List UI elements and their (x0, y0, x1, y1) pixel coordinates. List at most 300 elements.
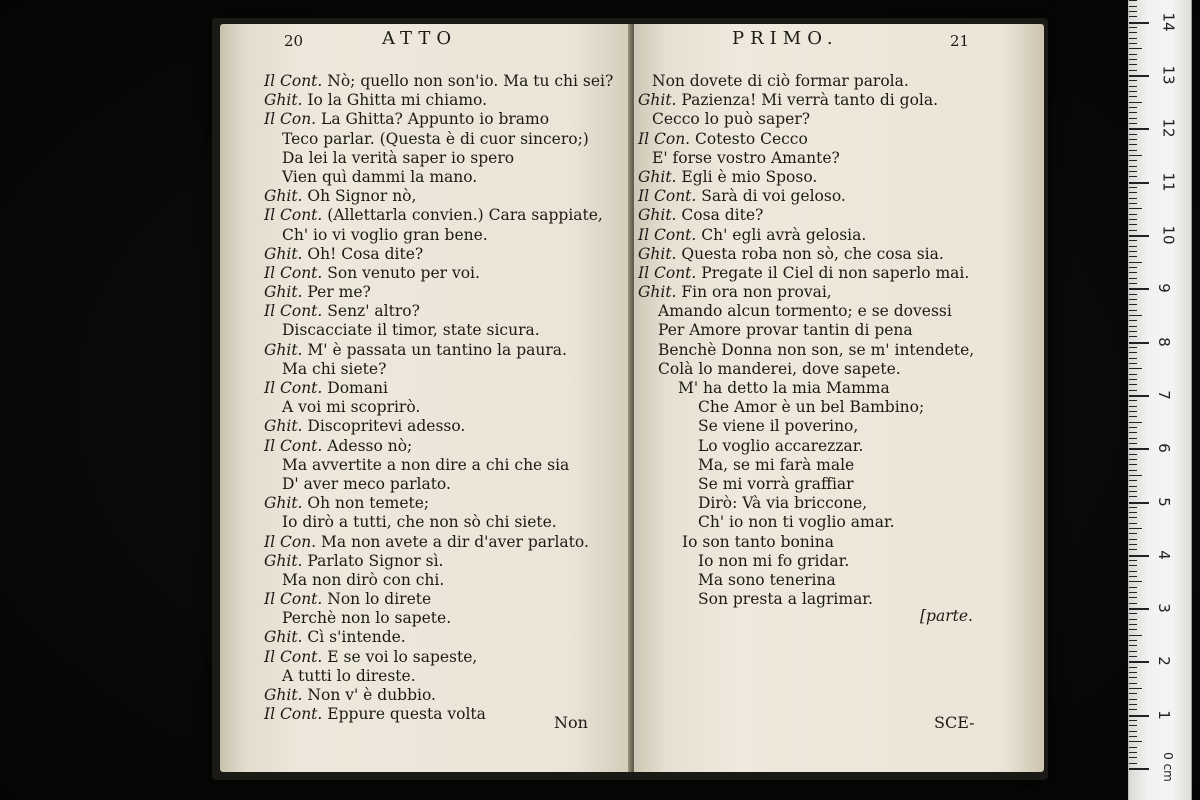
ruler-tick (1129, 70, 1137, 71)
line-text: Io dirò a tutti, che non sò chi siete. (282, 513, 557, 532)
ruler-tick (1129, 374, 1137, 375)
line-text: M' ha detto la mia Mamma (678, 379, 890, 397)
ruler-tick (1129, 230, 1137, 231)
ruler-tick (1129, 571, 1137, 572)
line-text: A voi mi scoprirò. (282, 398, 421, 417)
speaker-name: Il Cont. (264, 590, 323, 609)
ruler-tick (1129, 320, 1137, 321)
speaker-name: Ghit. (264, 628, 303, 647)
text-line (264, 667, 613, 686)
text-line (638, 91, 974, 110)
ruler-tick (1129, 166, 1137, 167)
ruler-tick (1129, 251, 1137, 252)
text-line (638, 571, 974, 590)
ruler-tick (1129, 736, 1137, 737)
ruler-tick (1129, 240, 1137, 241)
ruler-tick (1129, 619, 1137, 620)
text-line (638, 283, 974, 302)
ruler-tick (1129, 757, 1137, 758)
line-text: Eppure questa volta (327, 705, 486, 724)
ruler-tick (1129, 592, 1137, 593)
ruler-tick (1129, 406, 1137, 407)
text-line (638, 341, 974, 360)
text-line (264, 110, 613, 129)
text-line (264, 533, 613, 552)
ruler-tick (1129, 688, 1142, 689)
ruler-tick (1129, 235, 1149, 237)
ruler-tick (1129, 699, 1137, 700)
ruler-tick (1129, 640, 1137, 641)
ruler-tick (1129, 597, 1137, 598)
right-catchword: SCE- (934, 713, 975, 732)
line-text: Vien quì dammi la mano. (282, 167, 478, 186)
ruler-tick (1129, 144, 1137, 145)
ruler-number: 7 (1154, 390, 1173, 400)
ruler-number: 2 (1154, 656, 1173, 667)
line-text: Che Amor è un bel Bambino; (698, 398, 925, 417)
text-line (264, 321, 613, 340)
ruler-tick (1129, 107, 1137, 108)
ruler-tick (1129, 27, 1137, 28)
text-line (638, 302, 974, 321)
ruler-tick (1129, 75, 1149, 77)
ruler-tick (1129, 635, 1142, 636)
ruler-tick (1129, 432, 1137, 433)
line-text: Senz' altro? (327, 302, 420, 321)
ruler-tick (1129, 725, 1137, 726)
ruler-tick (1129, 64, 1137, 65)
speaker-name: Ghit. (638, 244, 677, 263)
ruler-tick (1129, 416, 1137, 417)
text-line (264, 628, 613, 647)
text-line (264, 187, 613, 206)
ruler-tick (1129, 352, 1137, 353)
speaker-name: Ghit. (638, 167, 677, 186)
line-text: Discacciate il timor, state sicura. (282, 321, 540, 340)
line-text: Io la Ghitta mi chiamo. (307, 91, 488, 110)
speaker-name: Il Cont. (264, 72, 323, 90)
line-text: Non v' è dubbio. (307, 686, 436, 704)
ruler-tick (1129, 246, 1137, 247)
ruler-tick (1129, 533, 1137, 534)
ruler-tick (1129, 288, 1149, 290)
line-text: Colà lo manderei, dove sapete. (658, 359, 901, 378)
line-text: Pazienza! Mi verrà tanto di gola. (681, 91, 939, 110)
ruler-tick (1129, 326, 1137, 327)
ruler-tick (1129, 763, 1137, 764)
ruler-tick (1129, 112, 1137, 113)
ruler-tick (1129, 299, 1137, 300)
ruler-number: 3 (1154, 603, 1173, 613)
ruler-number: 1 (1154, 709, 1173, 720)
text-line (638, 360, 974, 379)
ruler-tick (1129, 715, 1149, 717)
line-text: Ma chi siete? (282, 359, 387, 378)
ruler-tick (1129, 43, 1137, 44)
ruler-tick (1129, 667, 1137, 668)
text-line (638, 398, 974, 417)
line-text: Perchè non lo sapete. (282, 609, 452, 628)
text-line (264, 302, 613, 321)
ruler-tick (1129, 48, 1142, 49)
line-text: Da lei la verità saper io spero (282, 148, 515, 167)
line-text: Io non mi fo gridar. (698, 551, 850, 570)
line-text: Son venuto per voi. (327, 263, 480, 282)
ruler-tick (1129, 86, 1137, 87)
text-line (638, 226, 974, 245)
line-text: Pregate il Ciel di non saperlo mai. (701, 263, 970, 282)
line-text: Per me? (307, 283, 371, 302)
ruler-tick (1129, 214, 1137, 215)
text-line (264, 571, 613, 590)
ruler-tick (1129, 475, 1142, 476)
ruler-tick (1129, 720, 1137, 721)
ruler-tick (1129, 155, 1142, 156)
line-text: Se mi vorrà graffiar (698, 474, 854, 493)
ruler-tick (1129, 427, 1137, 428)
ruler-tick (1129, 176, 1137, 177)
ruler-tick (1129, 368, 1142, 369)
text-line (264, 264, 613, 283)
line-text: Teco parlar. (Questa è di cuor sincero;) (282, 129, 589, 148)
ruler-tick (1129, 651, 1137, 652)
left-running-head: ATTO (382, 28, 458, 49)
ruler-number: 14 (1159, 12, 1178, 32)
ruler-tick (1129, 96, 1137, 97)
text-line (264, 437, 613, 456)
speaker-name: Il Cont. (264, 379, 323, 397)
ruler-tick (1129, 192, 1137, 193)
line-text: Questa roba non sò, che cosa sia. (681, 244, 944, 263)
ruler-tick (1129, 581, 1142, 582)
left-page (220, 24, 632, 772)
ruler-tick (1129, 747, 1137, 748)
speaker-name: Il Con. (264, 110, 317, 129)
line-text: Ch' io non ti voglio amar. (698, 513, 895, 532)
line-text: Ma non avete a dir d'aver parlato. (321, 532, 589, 551)
text-line (638, 149, 974, 168)
speaker-name: Il Cont. (638, 187, 697, 206)
line-text: E' forse vostro Amante? (652, 148, 840, 167)
speaker-name: Ghit. (264, 551, 303, 570)
text-line (264, 130, 613, 149)
line-text: Egli è mio Sposo. (681, 167, 818, 186)
speaker-name: Il Cont. (264, 705, 323, 724)
line-text: Ch' egli avrà gelosia. (701, 225, 867, 244)
ruler-tick (1129, 358, 1137, 359)
ruler-tick (1129, 528, 1142, 529)
line-text: Ma, se mi farà male (698, 455, 855, 474)
right-page-text (638, 72, 974, 648)
ruler-tick (1129, 203, 1137, 204)
line-text: Sarà di voi geloso. (701, 187, 846, 206)
text-line (264, 341, 613, 360)
ruler-tick (1129, 363, 1137, 364)
left-page-number: 20 (284, 32, 304, 50)
ruler-tick (1129, 6, 1137, 7)
ruler-tick (1129, 379, 1137, 380)
text-line (264, 72, 613, 91)
speaker-name: Ghit. (264, 91, 303, 110)
speaker-name: Il Cont. (264, 263, 323, 282)
text-line (264, 245, 613, 264)
right-running-head: PRIMO. (732, 28, 839, 49)
line-text: Ch' io vi voglio gran bene. (282, 225, 488, 244)
ruler-number: 9 (1154, 283, 1173, 294)
ruler-tick (1129, 315, 1142, 316)
ruler-tick (1129, 224, 1137, 225)
ruler-tick (1129, 491, 1137, 492)
ruler-tick (1129, 336, 1137, 337)
right-page (634, 24, 1044, 772)
line-text: Ma sono tenerina (698, 570, 836, 589)
ruler-tick (1129, 507, 1137, 508)
ruler-tick (1129, 656, 1137, 657)
ruler-tick (1129, 310, 1137, 311)
line-text: Domani (327, 379, 388, 397)
ruler-tick (1129, 118, 1137, 119)
ruler-tick (1129, 342, 1149, 344)
text-line (264, 168, 613, 187)
text-line (638, 245, 974, 264)
speaker-name: Ghit. (264, 283, 303, 302)
text-line (638, 206, 974, 225)
ruler-tick (1129, 645, 1137, 646)
ruler-tick (1129, 560, 1137, 561)
ruler-tick (1129, 304, 1137, 305)
line-text: La Ghitta? Appunto io bramo (321, 110, 550, 129)
line-text: Son presta a lagrimar. (698, 590, 873, 609)
text-line (638, 72, 974, 91)
ruler-tick (1129, 752, 1137, 753)
text-line (638, 437, 974, 456)
ruler-tick (1129, 171, 1137, 172)
ruler-number: 11 (1159, 172, 1178, 192)
ruler-tick (1129, 587, 1137, 588)
text-line (264, 206, 613, 225)
speaker-name: Ghit. (264, 244, 303, 263)
ruler-tick (1129, 128, 1149, 130)
ruler-tick (1129, 603, 1137, 604)
ruler-tick (1129, 502, 1149, 504)
ruler-tick (1129, 454, 1137, 455)
ruler-number: 12 (1159, 118, 1178, 138)
text-line (264, 590, 613, 609)
ruler-tick (1129, 731, 1137, 732)
text-line (638, 533, 974, 552)
ruler-tick (1129, 198, 1137, 199)
ruler-tick (1129, 272, 1137, 273)
ruler-tick (1129, 262, 1142, 263)
line-text: Oh! Cosa dite? (307, 244, 424, 263)
ruler-number: 5 (1154, 496, 1173, 507)
ruler-tick (1129, 331, 1137, 332)
text-line (264, 360, 613, 379)
line-text: Adesso nò; (327, 436, 413, 455)
ruler-tick (1129, 400, 1137, 401)
ruler-tick (1129, 523, 1137, 524)
ruler-tick (1129, 624, 1137, 625)
ruler-tick (1129, 54, 1137, 55)
left-catchword: Non (554, 713, 588, 732)
line-text: Discopritevi adesso. (307, 417, 466, 436)
ruler-tick (1129, 629, 1137, 630)
ruler-tick (1129, 16, 1137, 17)
ruler-tick (1129, 347, 1137, 348)
text-line (264, 609, 613, 628)
ruler-tick (1129, 38, 1137, 39)
ruler-tick (1129, 22, 1149, 24)
text-line (638, 379, 974, 398)
stage-direction: [parte. (920, 607, 973, 625)
ruler-tick (1129, 208, 1142, 209)
text-line (638, 168, 974, 187)
ruler-tick (1129, 384, 1137, 385)
text-line (264, 552, 613, 571)
speaker-name: Il Cont. (264, 647, 323, 666)
ruler-tick (1129, 470, 1137, 471)
ruler-tick (1129, 496, 1137, 497)
line-text: Non lo direte (327, 590, 432, 609)
speaker-name: Il Con. (638, 129, 691, 148)
left-page-text (264, 72, 613, 724)
text-line (264, 226, 613, 245)
text-line (264, 283, 613, 302)
ruler-tick (1129, 741, 1142, 742)
ruler-tick (1129, 448, 1149, 450)
speaker-name: Ghit. (264, 187, 303, 206)
ruler-tick (1129, 139, 1137, 140)
text-line (264, 379, 613, 398)
text-line (264, 513, 613, 532)
ruler-tick (1129, 283, 1137, 284)
ruler-tick (1129, 565, 1137, 566)
line-text: A tutti lo direste. (282, 666, 416, 685)
line-text: Oh Signor nò, (307, 187, 417, 206)
speaker-name: Il Con. (264, 532, 317, 551)
ruler-tick (1129, 613, 1137, 614)
ruler-tick (1129, 555, 1149, 557)
text-line (264, 494, 613, 513)
text-line (638, 321, 974, 340)
speaker-name: Ghit. (264, 417, 303, 436)
speaker-name: Ghit. (638, 283, 677, 302)
line-text: Amando alcun tormento; e se dovessi (658, 302, 952, 321)
ruler-tick (1129, 544, 1137, 545)
ruler-tick (1129, 256, 1137, 257)
ruler-number: 10 (1159, 225, 1178, 245)
line-text: Cecco lo può saper? (652, 110, 811, 129)
ruler-tick (1129, 709, 1137, 710)
ruler-tick (1129, 395, 1149, 397)
speaker-name: Ghit. (264, 686, 303, 704)
ruler-tick (1129, 160, 1137, 161)
ruler-tick (1129, 422, 1142, 423)
ruler-tick (1129, 294, 1137, 295)
line-text: Ma non dirò con chi. (282, 570, 445, 589)
ruler-number: 6 (1154, 443, 1173, 453)
line-text: Cosa dite? (681, 206, 764, 225)
speaker-name: Ghit. (638, 206, 677, 225)
ruler-tick (1129, 464, 1137, 465)
ruler-tick (1129, 512, 1137, 513)
ruler-tick (1129, 91, 1137, 92)
line-text: Cì s'intende. (307, 628, 406, 647)
ruler-tick (1129, 443, 1137, 444)
ruler-tick (1129, 390, 1137, 391)
line-text: Per Amore provar tantin di pena (658, 321, 913, 340)
line-text: D' aver meco parlato. (282, 474, 451, 493)
line-text: Se viene il poverino, (698, 417, 859, 436)
text-line (264, 398, 613, 417)
ruler-tick (1129, 683, 1137, 684)
text-line (638, 187, 974, 206)
ruler-unit-label: 0 cm (1160, 752, 1175, 782)
ruler-tick (1129, 0, 1137, 1)
text-line (638, 513, 974, 532)
text-line (264, 475, 613, 494)
line-text: Parlato Signor sì. (307, 551, 444, 570)
line-text: (Allettarla convien.) Cara sappiate, (327, 206, 603, 225)
text-line (638, 475, 974, 494)
ruler-tick (1129, 459, 1137, 460)
ruler-tick (1129, 486, 1137, 487)
text-line (264, 456, 613, 475)
text-line (264, 149, 613, 168)
text-line (638, 628, 974, 647)
text-line (638, 110, 974, 129)
text-line (638, 552, 974, 571)
ruler-tick (1129, 11, 1137, 12)
line-text: Ma avvertite a non dire a chi che sia (282, 455, 570, 474)
ruler-tick (1129, 219, 1137, 220)
ruler-number: 13 (1159, 65, 1178, 85)
line-text: Oh non temete; (307, 494, 430, 513)
line-text: M' è passata un tantino la paura. (307, 340, 567, 359)
text-line (638, 130, 974, 149)
speaker-name: Ghit. (638, 91, 677, 110)
speaker-name: Il Cont. (264, 302, 323, 321)
ruler-tick (1129, 576, 1137, 577)
text-line (264, 648, 613, 667)
ruler-tick (1129, 704, 1137, 705)
ruler-tick (1129, 278, 1137, 279)
text-line (638, 417, 974, 436)
text-line (638, 494, 974, 513)
ruler-tick (1129, 672, 1137, 673)
ruler-tick (1129, 182, 1149, 184)
speaker-name: Ghit. (264, 494, 303, 513)
speaker-name: Il Cont. (638, 263, 697, 282)
ruler-tick (1129, 150, 1137, 151)
ruler-tick (1129, 80, 1137, 81)
ruler-tick (1129, 267, 1137, 268)
ruler-tick (1129, 608, 1149, 610)
text-line (638, 264, 974, 283)
right-page-number: 21 (950, 32, 970, 50)
ruler-tick (1129, 32, 1137, 33)
line-text: Io son tanto bonina (682, 532, 834, 551)
ruler-tick (1129, 134, 1137, 135)
line-text: Benchè Donna non son, se m' intendete, (658, 340, 975, 359)
ruler-tick (1129, 480, 1137, 481)
ruler-tick (1129, 102, 1142, 103)
ruler-tick (1129, 768, 1149, 770)
speaker-name: Il Cont. (264, 206, 323, 225)
text-line (264, 417, 613, 436)
speaker-name: Il Cont. (638, 225, 697, 244)
ruler-tick (1129, 517, 1137, 518)
